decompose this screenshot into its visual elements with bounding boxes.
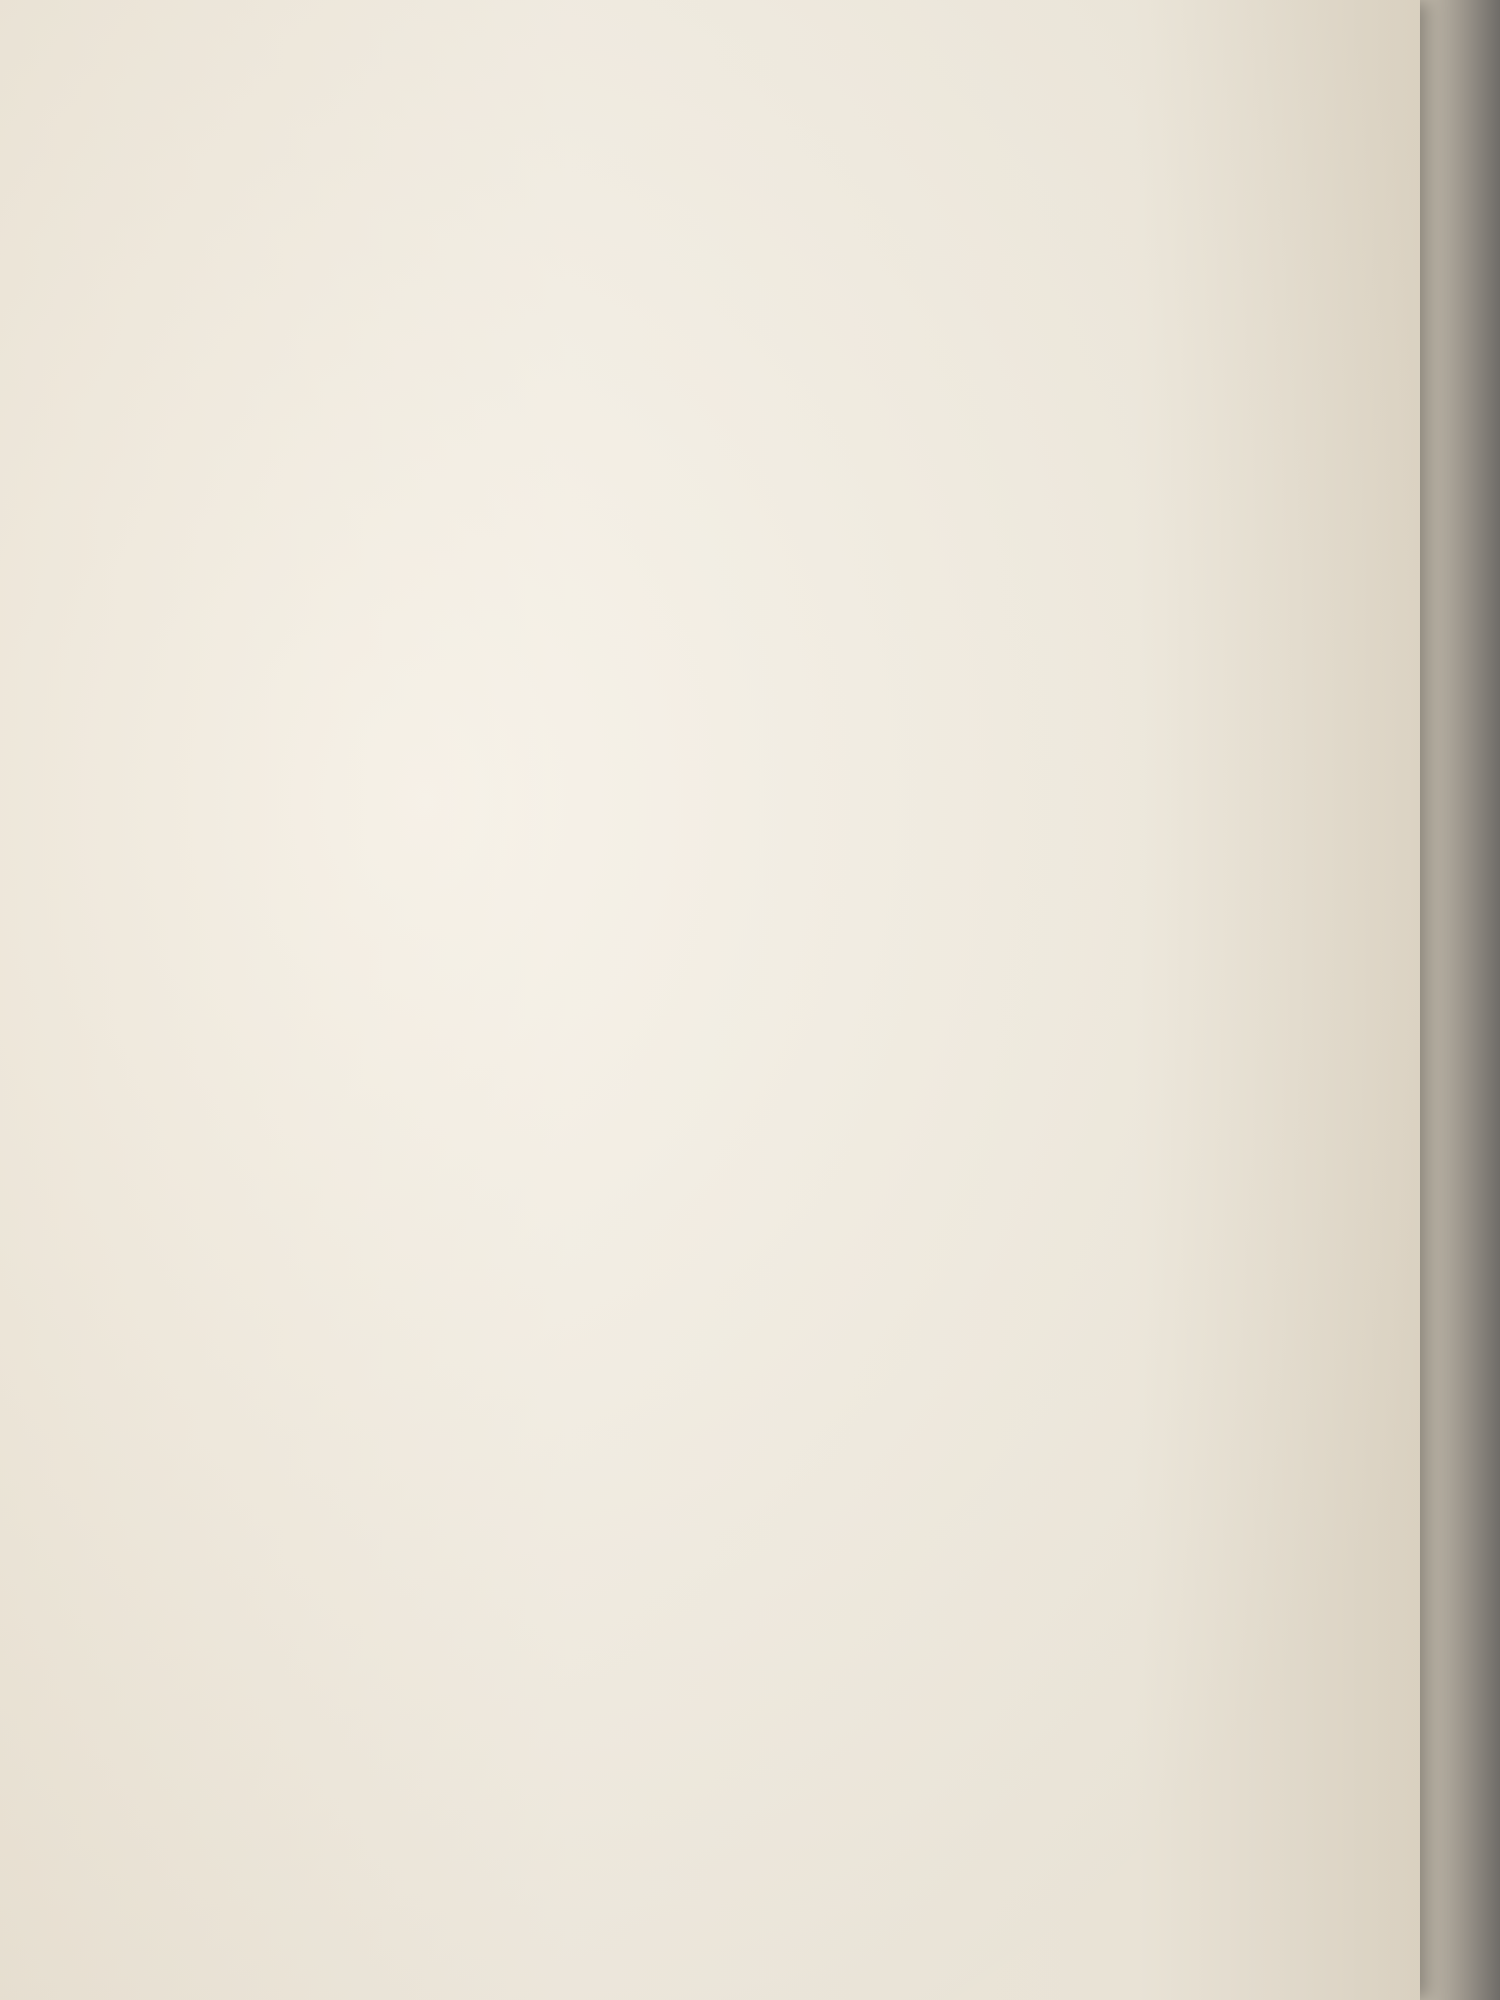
top-paragraph — [195, 18, 1384, 55]
page-edge — [1420, 0, 1500, 2000]
main-text — [195, 622, 1385, 641]
